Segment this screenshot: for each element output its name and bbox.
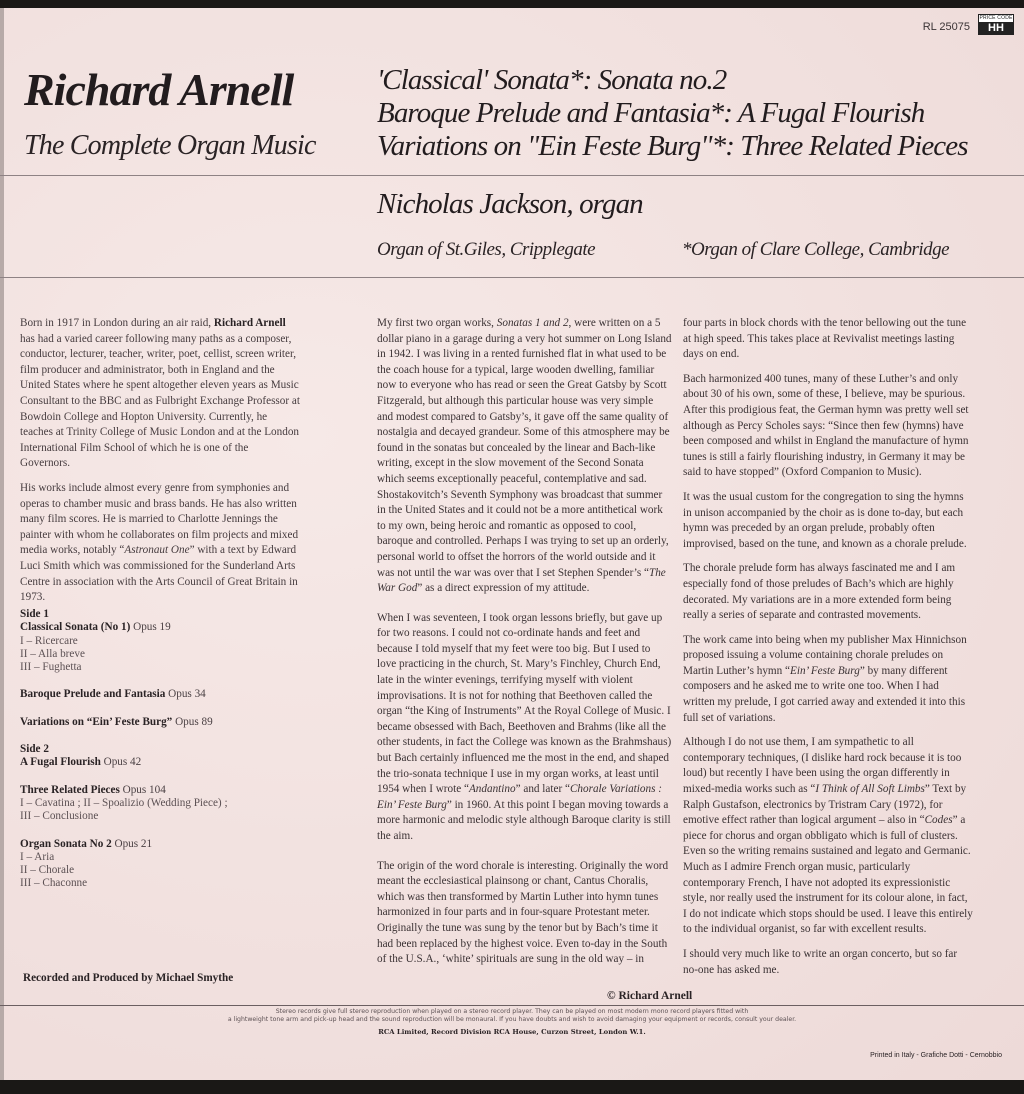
track: Baroque Prelude and Fantasia Opus 34	[20, 688, 206, 701]
works-line: 'Classical' Sonata*: Sonata no.2	[377, 64, 727, 96]
album-subtitle: The Complete Organ Music	[24, 130, 316, 161]
notes-paragraph: The work came into being when my publisher Max Hinnichson proposed issuing a volume containing chorale preludes on Martin Luther’s hymn “Ein’ Feste Burg” by many different composers and he asked me to write one too. When I had written my prelude, I got carried away and extended it into this full set of variations.	[683, 633, 967, 724]
track: Organ Sonata No 2 Opus 21 I – Aria II – Chorale III – Chaconne	[20, 837, 153, 890]
header-divider-1	[0, 175, 1024, 176]
track: Classical Sonata (No 1) Opus 19 I – Ricercare II – Alla breve III – Fughetta	[20, 621, 171, 674]
notes-column-3	[683, 316, 973, 987]
works-line: Variations on "Ein Feste Burg"*: Three Related Pieces	[377, 130, 968, 162]
biography-column	[20, 316, 300, 615]
side-2-heading: Side 2	[20, 743, 49, 756]
notes-column-2	[377, 316, 672, 977]
works-list	[377, 64, 968, 163]
notes-paragraph: The origin of the word chorale is interesting. Originally the word meant the ecclesiastical plainsong or chant, Cantus Choralis, which was then transformed by Martin Luther into hymn tunes harmonized in four parts and in four-square Protestant meter. Originally the tune was sung by the tenor but by Bach’s time it had been replaced by the highest voice. Even to-day in the South of the U.S.A., ‘white’ spirituals are sung in the old way – in	[377, 859, 669, 966]
performer: Nicholas Jackson, organ	[377, 188, 643, 220]
biography-paragraph: His works include almost every genre from symphonies and operas to chamber music and brass bands. He has also written many film scores. He is married to Charlotte Jennings the painter with whom he collaborates on film projects and mixed media works, notably “Astronaut One” with a text by Edward Luci Smith which was commissioned for the Sunderland Arts Centre in association with the Arts Council of Great Britain in 1973.	[20, 481, 299, 604]
track: Three Related Pieces Opus 104 I – Cavatina ; II – Spoalizio (Wedding Piece) ; III – Conclusione	[20, 783, 228, 823]
producer-credit: Recorded and Produced by Michael Smythe	[23, 972, 234, 984]
composer-name: Richard Arnell	[24, 64, 294, 115]
notes-paragraph: When I was seventeen, I took organ lessons briefly, but gave up for two reasons. I could not co-ordinate hands and feet and because I told myself that my feet were too big. But I used to love practicing in the church, St. Mary’s Finchley, Church End, late in the winter evenings, terrifying myself with violent improvisations. It is not for nothing that Beethoven called the organ “the King of Instruments” At the Royal College of Music. I became obsessed with Bach, Beethoven and Brahms (like all the other students, in fact the College was known as the Brahmshaus) but Bach certainly influenced me the most in the end, and shaped the trio-sonata technique I use in my organ works, at least until 1954 when I wrote “Andantino” and later “Chorale Variations : Ein’ Feste Burg” in 1960. At this point I began moving towards a more harmonic and melodic style although Baroque clarity is still the aim.	[377, 611, 672, 842]
notes-paragraph: It was the usual custom for the congregation to sing the hymns in unison accompanied by the choir as is done to-day, but each hymn was preceded by an organ prelude, probably often improvised, based on the tune, and known as a chorale prelude.	[683, 490, 967, 550]
header-divider-2	[0, 277, 1024, 278]
price-code-badge	[978, 14, 1014, 35]
track: Variations on “Ein’ Feste Burg” Opus 89	[20, 715, 213, 728]
tracklist	[20, 608, 320, 905]
track: A Fugal Flourish Opus 42	[20, 756, 142, 769]
side-1-heading: Side 1	[20, 608, 49, 620]
notes-paragraph: Bach harmonized 400 tunes, many of these Luther’s and only about 30 of his own, some of these, I believe, may be spurious. After this prodigious feat, the German hymn was pretty well set although as Percy Scholes says: “Since then few (hymns) have been composed and whilst in England the manufacture of hymn tunes is still a fairly flourishing industry, in Germany it may be said to have stopped” (Oxford Companion to Music).	[683, 372, 969, 479]
biography-paragraph: Born in 1917 in London during an air raid, Richard Arnell has had a varied career following many paths as a composer, conductor, lecturer, teacher, writer, poet, cellist, screen writer, film producer and administrator, both in England and the United States where he spent altogether eleven years as Music Consultant to the BBC and as Fulbright Exchange Professor at Bowdoin College and Hopton University. Currently, he teaches at Trinity College of Music London and at the London International Film School of which he is one of the Governors.	[20, 317, 300, 470]
venue-clare-college: *Organ of Clare College, Cambridge	[682, 239, 950, 260]
sleeve-spine-edge	[0, 8, 4, 1080]
notes-paragraph: four parts in block chords with the tenor bellowing out the tune at high speed. This takes place at Revivalist meetings lasting days on end.	[683, 317, 967, 361]
works-line: Baroque Prelude and Fantasia*: A Fugal Flourish	[377, 97, 925, 129]
footer-divider	[0, 1005, 1024, 1006]
catalog-number: RL 25075	[922, 21, 970, 33]
venue-st-giles: Organ of St.Giles, Cripplegate	[377, 239, 596, 260]
copyright-signature: © Richard Arnell	[607, 990, 693, 1002]
catalog-block	[923, 14, 1014, 35]
stereo-disclaimer: Stereo records give full stereo reproduction when played on a stereo record player. They can be played on most modern mono record players fitted with a lightweight tone arm and pick-up head and the sound reproduction will be monaural. If you have doubts and wish to avoid damaging your equipment or records, consult your dealer.	[227, 1008, 797, 1023]
price-code-label: PRICE CODE	[979, 15, 1013, 21]
notes-paragraph: Although I do not use them, I am sympathetic to all contemporary techniques, (I dislike hard rock because it is too loud) but recently I have been using the organ differently in mixed-media works such as “I Think of All Soft Limbs” Text by Ralph Gustafson, electronics by Tristram Cary (1972), for emotive effect rather than logical argument – also in “Codes” a piece for chorus and organ obbligato which is full of clusters. Even so the writing remains sustained and legato and Germanic. Much as I admire French organ music, particularly contemporary French, I have not adopted its expressionistic style, nor really used the instrument for its colour alone, in fact, I do not indicate which stops should be used. I leave this entirely to the individual organist, so far with excellent results.	[683, 736, 973, 936]
printer-credit: Printed in Italy - Grafiche Dotti - Cernobbio	[870, 1052, 1002, 1059]
label-address: RCA Limited, Record Division RCA House, Curzon Street, London W.1.	[378, 1028, 646, 1036]
price-code-value: HH	[979, 22, 1013, 34]
notes-paragraph: My first two organ works, Sonatas 1 and 2, were written on a 5 dollar piano in a garage during a very hot summer on Long Island in 1942. I was living in a rented furnished flat in what used to be the coach house for a typical, large wooden dwelling, familiar now to everyone who has read or seen the Great Gatsby by Scott Fitzgerald, but although this particular house was very simple and modest compared to Gatsby’s, it gave off the same quality of nostalgia and decayed grandeur. Some of this atmosphere may be found in the sonatas but concealed by the linear and Bach-like writing, except in the slow movement of the Second Sonata which seems exceptionally peaceful, contemplative and sad. Shostakovitch’s Seventh Symphony was broadcast that summer in the United States and it could not be a more antithetical work to my own, being heroic and romantic as opposed to cool, baroque and controlled. Perhaps I was trying to set up an orderly, personal world to offset the horrors of the world outside and it was not until the war was over that I set Stephen Spender’s “The War God” as a direct expression of my attitude.	[377, 317, 672, 595]
notes-paragraph: I should very much like to write an organ concerto, but so far no-one has asked me.	[683, 947, 958, 976]
notes-paragraph: The chorale prelude form has always fascinated me and I am especially fond of those preludes of Bach’s which are highly decorated. My variations are in a more extended form being really a series of separate and contrasted movements.	[683, 562, 956, 622]
